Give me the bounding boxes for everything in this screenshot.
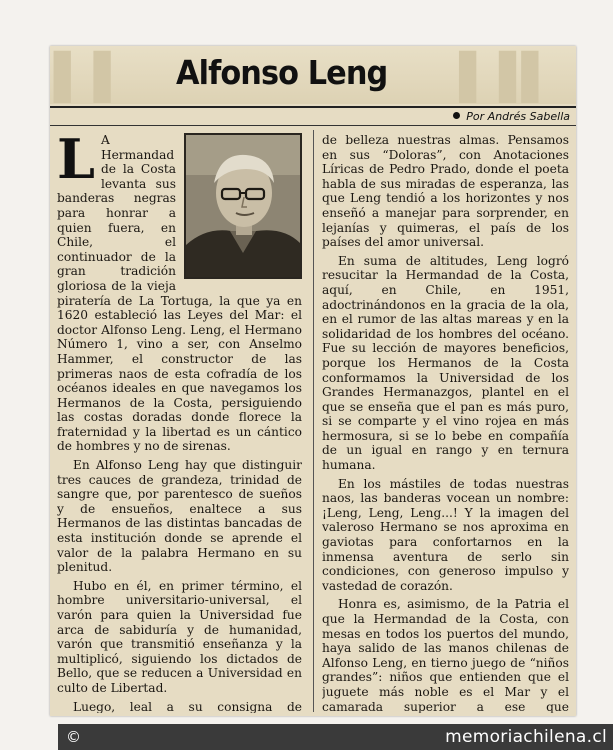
bleed-through-ink: ▌▌	[54, 52, 134, 103]
byline	[453, 110, 570, 123]
byline-text: Por Andrés Sabella	[466, 110, 570, 123]
bleed-through-ink: ▐▐▌	[442, 52, 562, 103]
footer-bar	[58, 724, 613, 750]
title-rule	[50, 106, 576, 108]
drop-cap: L	[57, 133, 95, 191]
portrait-illustration	[186, 135, 300, 277]
headline: Alfonso Leng	[176, 53, 388, 92]
paragraph: En Alfonso Leng hay que distinguir tres cauces de grandeza, trinidad de sangre que, por parentesco de sueños y de ensueños, enaltece a sus Hermanos de las distintas bancadas de esta institución donde se aprende el valor de la palabra Hermano en su plenitud.	[57, 458, 302, 575]
bullet-icon	[453, 112, 460, 119]
column-divider	[313, 130, 314, 712]
portrait-photo	[184, 133, 302, 279]
title-band	[50, 46, 576, 104]
paragraph: Hubo en él, en primer término, el hombre universitario-universal, el varón para quien la Universidad fue arca de sabiduría y de humanidad, varón que transmitió enseñanza y la multiplicó, siguiendo los dictados de Bello, que se reducen a Universidad en culto de Libertad.	[57, 578, 302, 695]
right-column	[322, 133, 569, 713]
left-column	[57, 133, 302, 713]
byline-rule	[50, 125, 576, 126]
paragraph: Luego, leal a su consigna de	[73, 699, 302, 713]
paragraph: En los mástiles de todas nuestras naos, las banderas vocean un nombre: ¡Leng, Leng, Leng...! Y la imagen del valeroso Hermano se nos aproxima en gaviotas para confortarnos en la inmensa aventura de serlo sin condiciones, con generoso impulso y vastedad de corazón.	[322, 476, 569, 593]
paragraph: de belleza nuestras almas. Pensamos en sus “Doloras”, con Anotaciones Líricas de Pedro Prado, donde el poeta habla de sus miradas de esperanza, las que Leng tendió a los horizontes y nos enseñó a manejar para sorprender, en lejanías y quimeras, el país de los países del amor universal.	[322, 133, 569, 250]
newspaper-clipping	[50, 46, 576, 716]
paragraph: A Hermandad de la Costa levanta sus banderas negras para honrar a quien fuera, en Chile, el continuador de la gran tradición gloriosa de la vieja piratería de La Tortuga, la que ya en 1620 estableció las Leyes del Mar: el doctor Alfonso Leng. Leng, el Hermano Número 1, vino a ser, con Anselmo Hammer, el constructor de las primeras naos de esta cofradía de los océanos ideales en que navegamos los Hermanos de la Costa, persiguiendo las costas doradas donde florece la fraternidad y la libertad es un cántico de hombres y no de sirenas.	[57, 133, 302, 454]
paragraph: En suma de altitudes, Leng logró resucitar la Hermandad de la Costa, aquí, en Chile, en 1951, adoctrinándonos en la gracia de la ola, en el rumor de las altas mareas y en la solidaridad de los hombres del océano. Fue su lección de mayores beneficios, porque los Hermanos de la Costa conformamos la Universidad de los Grandes Hermanazgos, plantel en el que se enseña que el pan es más puro, si se comparte y el vino rojea en más hermosura, si se lo bebe en compañía de un igual en rango y en ternura humana.	[322, 253, 569, 473]
copyright-icon: ©	[66, 728, 81, 746]
site-link[interactable]: memoriachilena.cl	[445, 727, 607, 747]
paragraph: Honra es, asimismo, de la Patria el que la Hermandad de la Costa, con mesas en todos los puertos del mundo, haya salido de las manos chilenas de Alfonso Leng, en tierno juego de “niños grandes”: niños que entienden que el juguete más noble es el Mar y el camarada superior a ese que	[322, 597, 569, 713]
